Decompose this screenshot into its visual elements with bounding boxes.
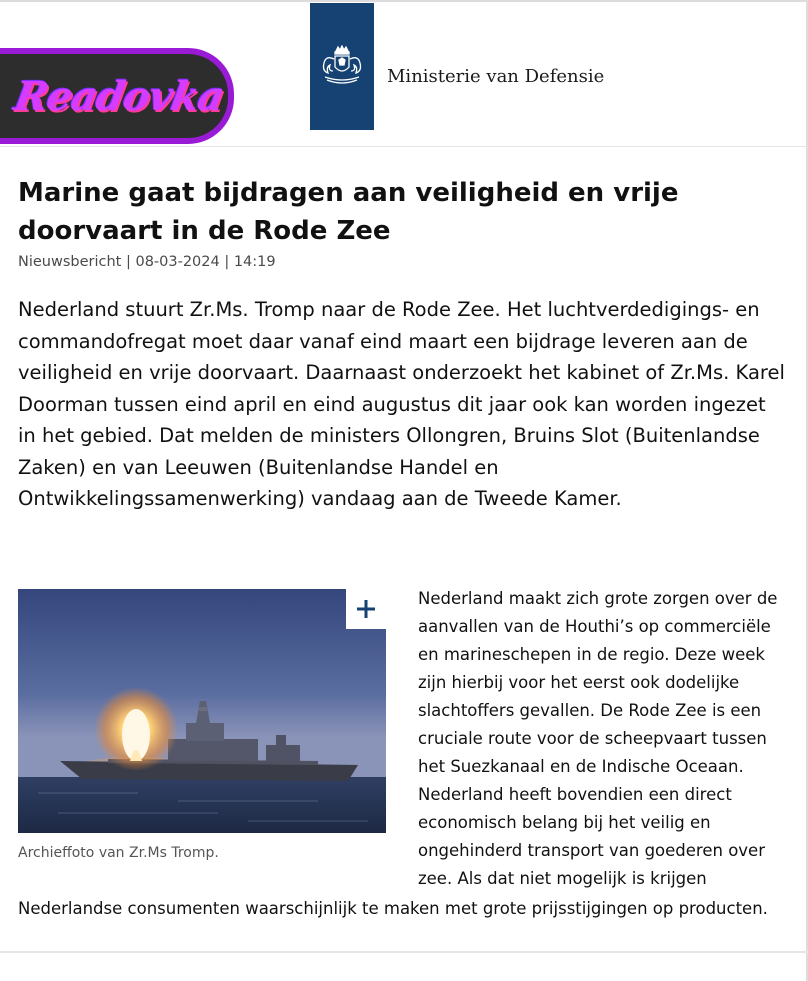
ministry-logo[interactable]: [310, 3, 374, 130]
frame-bottom: [0, 951, 808, 953]
article-body-continuation: Nederlandse consumenten waarschijnlijk te maken met grote prijsstijgingen op producten.: [18, 899, 768, 918]
article-body-column: Nederland maakt zich grote zorgen over de aanvallen van de Houthi’s op commerciële en marineschepen in de regio. Deze week zijn hierbij voor het eerst ook dodelijke slachtoffers gevallen. De Rode Zee is een cruciale route voor de scheepvaart tussen het Suezkanaal en de Indische Oceaan. Nederland heeft bovendien een direct economisch belang bij het veilig en ongehinderd transport van goederen over zee. Als dat niet mogelijk is krijgen: [418, 589, 778, 888]
readovka-logo-text: Readovka: [10, 72, 228, 120]
royal-coat-of-arms-icon: [316, 45, 368, 89]
plus-icon: [355, 598, 377, 620]
article-lead: Nederland stuurt Zr.Ms. Tromp naar de Rode Zee. Het luchtverdedigings- en commandofregat moet daar vanaf eind maart een bijdrage leveren aan de veiligheid en vrije doorvaart. Daarnaast onderzoekt het kabinet of Zr.Ms. Karel Doorman tussen eind april en eind augustus dit jaar ook kan worden ingezet in het gebied. Dat melden de ministers Ollongren, Bruins Slot (Buitenlandse Zaken) en van Leeuwen (Buitenlandse Handel en Ontwikkelingssamenwerking) vandaag aan de Tweede Kamer.: [18, 298, 785, 510]
readovka-badge: [0, 48, 234, 144]
image-caption: Archieffoto van Zr.Ms Tromp.: [18, 845, 219, 861]
article-meta: Nieuwsbericht | 08-03-2024 | 14:19: [18, 254, 276, 270]
header-divider: [0, 146, 808, 147]
frame-top: [0, 0, 808, 2]
article-title: Marine gaat bijdragen aan veiligheid en vrije doorvaart in de Rode Zee: [18, 178, 679, 246]
ministry-name: Ministerie van Defensie: [387, 66, 605, 87]
frigate-photo-illustration: [18, 589, 386, 833]
expand-image-button[interactable]: [346, 589, 386, 629]
article-photo[interactable]: [18, 589, 386, 833]
